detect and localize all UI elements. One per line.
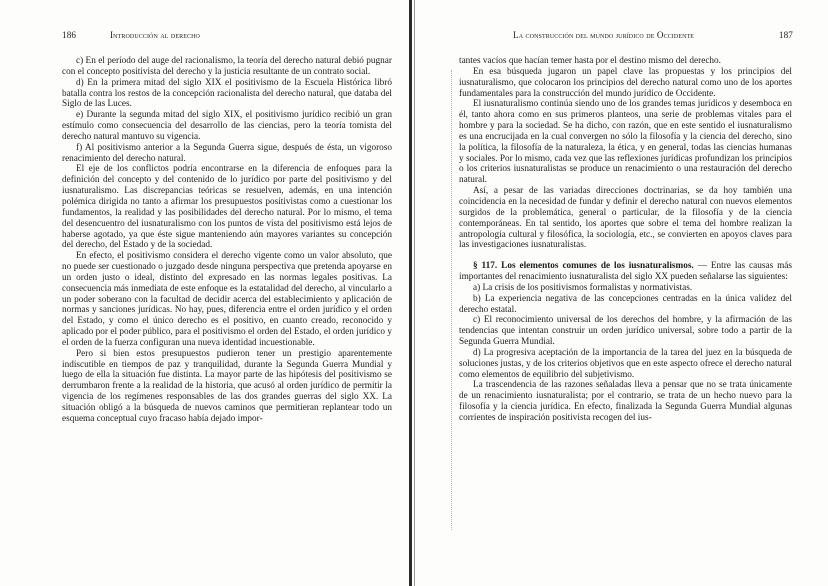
right-page-number: 187 [778, 30, 793, 40]
paragraph: e) Durante la segunda mitad del siglo XIX, el positivismo jurídico recibió un gran estímulo como consecuencia del desarrollo de las ciencias, pero la teoría tomista del derecho natural mantuvo su vigencia. [62, 110, 392, 142]
paragraph: Pero si bien estos presupuestos pudieron tener un prestigio aparentemente indiscutible en tiempos de paz y tranquilidad, durante la Segunda Guerra Mundial y luego de ella la situación fue distinta. La mayor parte de las hipótesis del positivismo se derrumbaron frente a la realidad de la historia, que acusó al orden jurídico de permitir la vigencia de los regímenes responsables de las dos grandes guerras del siglo XX. La situación obligó a la búsqueda de nuevos caminos que permitieran replantear todo un esquema conceptual cuyo fracaso había dejado impor- [62, 348, 392, 424]
section-heading: § 117. Los elementos comunes de los iusnaturalismos. [473, 261, 694, 272]
paragraph: f) Al positivismo anterior a la Segunda Guerra sigue, después de ésta, un vigoroso renacimiento del derecho natural. [62, 142, 392, 164]
right-body-text [459, 56, 792, 424]
list-item: a) La crisis de los positivismos formalistas y normativistas. [473, 282, 693, 293]
list-item: b) La experiencia negativa de las concepciones centradas en la única validez del derecho estatal. [459, 293, 792, 315]
margin-marks [451, 70, 458, 530]
paragraph: c) En el período del auge del racionalismo, la teoría del derecho natural debió pugnar con el concepto positivista del derecho y la justicia resultante de un contrato social. [62, 56, 392, 77]
paragraph: tantes vacíos que hacían temer hasta por el destino mismo del derecho. [459, 56, 721, 66]
paragraph: Así, a pesar de las variadas direcciones doctrinarias, se da hoy también una coincidencia en la necesidad de fundar y definir el derecho natural con nuevos elementos surgidos de la problemática, general o particular, de la filosofía y de la ciencia contemporáneas. En tal sentido, los aportes que sobre el tema del hombre realizan la antropología cultural y filosófica, la sociología, etc., se convierten en apoyos claves para las investigaciones iusnaturalistas. [459, 186, 792, 251]
right-running-title: La construcción del mundo jurídico de Occidente [513, 30, 695, 40]
section-paragraph [459, 261, 792, 283]
paragraph: En efecto, el positivismo considera el derecho vigente como un valor absoluto, que no puede ser cuestionado o juzgado desde ninguna perspectiva que pretenda apoyarse en un orden justo o ideal, distinto del expresado en las normas legales positivas. La consecuencia más inmediata de este enfoque es la estatalidad del derecho, al vincularlo a un poder soberano con la facultad de decidir acerca del establecimiento y aplicación de normas y sanciones jurídicas. No hay, pues, diferencia entre el orden jurídico y el orden del Estado, y como el único derecho es el positivo, en cuanto creado, reconocido y aplicado por el poder público, para el positivismo el orden del Estado, el orden jurídico y el orden de la fuerza configuran una nueva identidad incuestionable. [62, 251, 392, 348]
paragraph: El eje de los conflictos podría encontrarse en la diferencia de enfoques para la definición del concepto y del contenido de lo jurídico por parte del positivismo y del iusnaturalismo. Las discrepancias teóricas se resuelven, además, en una intención polémica dirigida no tanto a afirmar los presupuestos positivistas como a cuestionar los fundamentos, la realidad y las posibilidades del derecho natural. Por lo mismo, el tema del desencuentro del iusnaturalismo con los puntos de vista del positivismo está lejos de haberse agotado, ya que éste sigue manteniendo aún mayores variantes su concepción del derecho, del Estado y de la sociedad. [62, 164, 392, 251]
paragraph: El iusnaturalismo continúa siendo uno de los grandes temas jurídicos y desemboca en él, tanto ahora como en sus primeros planteos, una serie de problemas vitales para el hombre y para la sociedad. Se ha dicho, con razón, que en este sentido el iusnaturalismo es una encrucijada en la cual convergen no sólo la filosofía y la ciencia del derecho, sino la política, la filosofía de la naturaleza, la ética, y en general, todas las ciencias humanas y sociales. Por lo mismo, cada vez que las reflexiones jurídicas profundizan los principios o los criterios iusnaturalistas se produce un renacimiento o una restauración del derecho natural. [459, 99, 792, 186]
list-item: d) La progresiva aceptación de la importancia de la tarea del juez en la búsqueda de soluciones justas, y de los criterios objetivos que en este aspecto ofrece el derecho natural como elementos de equilibrio del subjetivismo. [459, 347, 792, 380]
left-page [0, 0, 410, 586]
paragraph: d) En la primera mitad del siglo XIX el positivismo de la Escuela Histórica libró batalla contra los restos de la concepción racionalista del derecho natural, que databa del Siglo de las Luces. [62, 77, 392, 110]
paragraph: La trascendencia de las razones señaladas lleva a pensar que no se trata únicamente de un renacimiento iusnaturalista; por el contrario, se trata de un hecho nuevo para la filosofía y la ciencia jurídica. En efecto, finalizada la Segunda Guerra Mundial algunas corrientes de inspiración positivista recogen del ius- [459, 380, 792, 423]
list-item: c) El reconocimiento universal de los derechos del hombre, y la afirmación de las tendencias que intentan construir un orden jurídico universal, sobre todo a partir de la Segunda Guerra Mundial. [459, 315, 792, 348]
left-running-title: Introducción al derecho [110, 30, 200, 40]
section-intro: — Entre las causas más importantes del renacimiento iusnaturalista del siglo XX pueden señalarse las siguientes: [459, 261, 793, 283]
paragraph: En esa búsqueda jugaron un papel clave las propuestas y los principios del iusnaturalismo, que colocaron los principios del derecho natural como uno de los aportes fundamentales para la construcción del mundo jurídico de Occidente. [459, 66, 792, 99]
left-body-text [62, 56, 392, 425]
left-page-number: 186 [62, 30, 77, 40]
binding-gutter-shadow [414, 0, 415, 586]
binding-gutter [409, 0, 412, 586]
section-spacer [459, 251, 792, 261]
right-page [418, 0, 828, 586]
